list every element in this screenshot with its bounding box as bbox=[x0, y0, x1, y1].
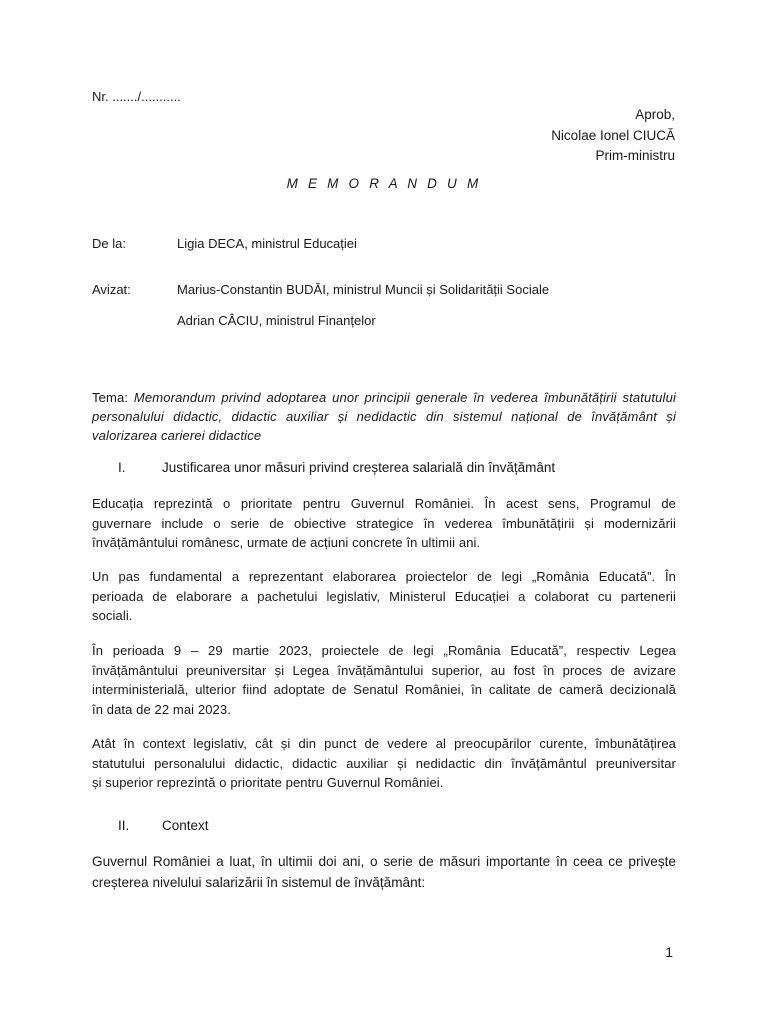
paragraph-line: În perioada 9 – 29 martie 2023, proiectele de legi „România Educată”, respectiv Legea bbox=[92, 643, 676, 658]
approver-title: Prim-ministru bbox=[595, 148, 675, 163]
section-1-title: Justificarea unor măsuri privind creșterea salarială din învățământ bbox=[162, 460, 556, 475]
from-value: Ligia DECA, ministrul Educației bbox=[177, 236, 357, 251]
paragraph-line: învățământului românesc, urmate de acțiuni concrete în ultimii ani. bbox=[92, 535, 481, 551]
paragraph-2 bbox=[92, 567, 676, 626]
paragraph-line: Atât în context legislativ, cât și din punct de vedere al preocupărilor curente, îmbunătățirea bbox=[92, 736, 676, 751]
from-label: De la: bbox=[92, 236, 126, 251]
paragraph-4 bbox=[92, 734, 676, 793]
paragraph-line: învățământului preuniversitar și Legea învățământului superior, au fost în proces de avizare bbox=[92, 662, 676, 678]
paragraph-line: statutului personalului didactic, didactic auxiliar și nedidactic din învățământul preuniversitar bbox=[92, 755, 676, 771]
paragraph-line: Guvernul României a luat, în ultimii doi ani, o serie de măsuri importante în ceea ce privește bbox=[92, 854, 676, 869]
section-2-title: Context bbox=[162, 818, 209, 833]
section-1-number: I. bbox=[118, 460, 126, 475]
document-number: Nr. ......./........... bbox=[92, 89, 181, 104]
endorsed-value-2: Adrian CÂCIU, ministrul Finanțelor bbox=[177, 313, 376, 328]
paragraph-line: guvernare include o serie de obiective strategice în vederea îmbunătățirii și modernizării bbox=[92, 515, 676, 531]
paragraph-line: perioada de elaborare a pachetului legislativ, Ministerul Educației a colaborat cu partenerii bbox=[92, 588, 676, 604]
subject-text: Memorandum privind adoptarea unor principii generale în vederea îmbunătățirii statutului personalului didactic, didactic auxiliar și nedidactic din sistemul național de învățământ și valorizarea carierei didactice bbox=[92, 390, 676, 443]
paragraph-line: și superior reprezintă o prioritate pentru Guvernul României. bbox=[92, 775, 444, 791]
approver-name: Nicolae Ionel CIUCĂ bbox=[551, 127, 675, 143]
subject-block bbox=[92, 388, 676, 445]
approval-block bbox=[551, 105, 675, 167]
approval-label: Aprob, bbox=[635, 107, 675, 122]
paragraph-line: Educația reprezintă o prioritate pentru Guvernul României. În acest sens, Programul de bbox=[92, 496, 676, 511]
section-2-number: II. bbox=[118, 818, 130, 833]
paragraph-line: interministerială, ulterior fiind adoptate de Senatul României, în calitate de cameră decizională bbox=[92, 682, 676, 698]
endorsed-label: Avizat: bbox=[92, 282, 131, 297]
subject-label: Tema: bbox=[92, 390, 134, 405]
paragraph-1 bbox=[92, 494, 676, 553]
context-paragraph bbox=[92, 852, 676, 893]
page-number: 1 bbox=[665, 944, 673, 960]
paragraph-line: sociali. bbox=[92, 608, 133, 624]
memorandum-title: M E M O R A N D U M bbox=[286, 176, 482, 191]
paragraph-line: creșterea nivelului salarizării în sistemul de învățământ: bbox=[92, 874, 426, 890]
paragraph-line: Un pas fundamental a reprezentant elaborarea proiectelor de legi „România Educată”. În bbox=[92, 569, 676, 584]
endorsed-value-1: Marius-Constantin BUDĂI, ministrul Muncii și Solidarității Sociale bbox=[177, 282, 550, 297]
paragraph-3 bbox=[92, 641, 676, 720]
paragraph-line: în data de 22 mai 2023. bbox=[92, 702, 231, 718]
